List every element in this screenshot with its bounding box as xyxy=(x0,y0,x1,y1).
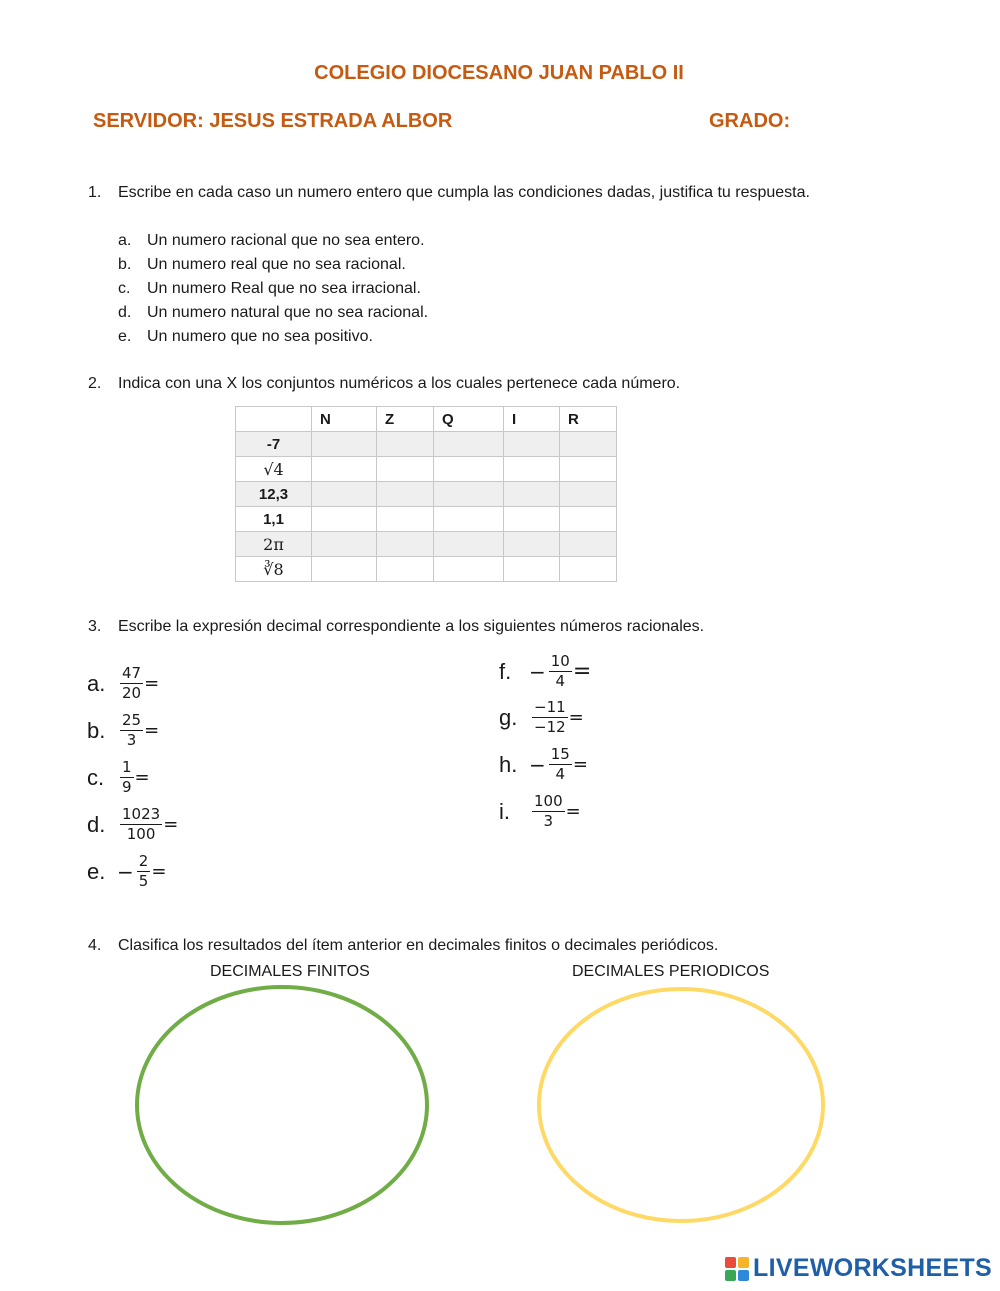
equals-sign: = xyxy=(134,767,150,788)
logo-mark-icon xyxy=(725,1257,749,1281)
fraction-item-g xyxy=(499,699,584,736)
numerator: 25 xyxy=(122,711,142,729)
answer-cell[interactable] xyxy=(504,532,560,557)
question-2 xyxy=(88,375,968,397)
liveworksheets-logo xyxy=(725,1254,992,1283)
answer-cell[interactable] xyxy=(377,432,434,457)
equals-sign: = xyxy=(151,861,167,882)
list-item xyxy=(118,256,618,278)
table-header-row xyxy=(236,407,617,432)
denominator: 9 xyxy=(122,778,132,796)
finite-decimals-label: DECIMALES FINITOS xyxy=(210,963,370,980)
list-item xyxy=(118,232,618,254)
denominator: 3 xyxy=(543,812,554,830)
equals-sign: = xyxy=(572,754,588,775)
minus-sign: − xyxy=(117,859,134,884)
equals-sign: = xyxy=(565,801,581,822)
answer-cell[interactable] xyxy=(560,557,617,582)
answer-cell[interactable] xyxy=(434,457,504,482)
fraction xyxy=(120,806,162,843)
question-text: Clasifica los resultados del ítem anterior en decimales finitos o decimales periódicos. xyxy=(118,937,719,954)
answer-cell[interactable] xyxy=(504,507,560,532)
question-1 xyxy=(88,184,968,206)
denominator: 100 xyxy=(126,825,156,843)
row-label: ∛8 xyxy=(236,557,312,582)
item-text: Un numero racional que no sea entero. xyxy=(147,232,425,249)
answer-cell[interactable] xyxy=(377,457,434,482)
item-text: Un numero natural que no sea racional. xyxy=(147,304,429,321)
denominator: 4 xyxy=(555,765,566,783)
fraction xyxy=(549,746,572,783)
answer-cell[interactable] xyxy=(377,482,434,507)
item-label: e. xyxy=(87,858,106,884)
numerator: 1 xyxy=(122,758,132,776)
item-label: d. xyxy=(87,811,106,837)
answer-cell[interactable] xyxy=(312,457,377,482)
denominator: 20 xyxy=(122,684,142,702)
column-header: Z xyxy=(377,407,434,432)
question-number: 2. xyxy=(88,375,102,392)
answer-cell[interactable] xyxy=(504,457,560,482)
answer-cell[interactable] xyxy=(504,557,560,582)
logo-wordmark: LIVEWORKSHEETS xyxy=(753,1254,992,1282)
row-label: 12,3 xyxy=(236,482,312,507)
column-header: R xyxy=(560,407,617,432)
answer-cell[interactable] xyxy=(560,432,617,457)
item-letter: a. xyxy=(118,232,132,249)
fraction-item-d xyxy=(87,806,178,843)
answer-cell[interactable] xyxy=(434,507,504,532)
equals-sign: = xyxy=(572,659,592,684)
item-label: g. xyxy=(499,704,518,730)
row-label: √4 xyxy=(236,457,312,482)
question-text: Escribe en cada caso un numero entero que cumpla las condiciones dadas, justifica tu respuesta. xyxy=(118,184,810,201)
fraction-item-h xyxy=(499,746,588,783)
table-row xyxy=(236,507,617,532)
answer-cell[interactable] xyxy=(560,482,617,507)
item-text: Un numero real que no sea racional. xyxy=(147,256,406,273)
fraction-item-c xyxy=(87,759,150,796)
item-label: b. xyxy=(87,717,106,743)
question-number: 1. xyxy=(88,184,102,201)
answer-cell[interactable] xyxy=(434,432,504,457)
equals-sign: = xyxy=(568,707,584,728)
item-label: h. xyxy=(499,751,518,777)
fraction-item-b xyxy=(87,712,159,749)
fraction-item-i xyxy=(499,793,581,830)
periodic-decimals-oval[interactable] xyxy=(539,989,823,1221)
fraction xyxy=(120,712,143,749)
denominator: 4 xyxy=(555,672,566,690)
numerator: −11 xyxy=(534,698,566,716)
fraction xyxy=(532,793,565,830)
school-title: COLEGIO DIOCESANO JUAN PABLO II xyxy=(314,62,684,84)
fraction xyxy=(137,853,151,890)
denominator: 3 xyxy=(126,731,137,749)
denominator: −12 xyxy=(534,718,566,736)
list-item xyxy=(118,328,618,350)
answer-cell[interactable] xyxy=(504,482,560,507)
answer-cell[interactable] xyxy=(312,532,377,557)
numerator: 100 xyxy=(534,792,563,810)
number-sets-table xyxy=(235,406,617,582)
denominator: 5 xyxy=(138,872,149,890)
numerator: 2 xyxy=(138,852,149,870)
table-row xyxy=(236,557,617,582)
row-label: -7 xyxy=(236,432,312,457)
answer-cell[interactable] xyxy=(560,457,617,482)
answer-cell[interactable] xyxy=(434,557,504,582)
item-letter: d. xyxy=(118,304,132,321)
question-number: 3. xyxy=(88,618,102,635)
list-item xyxy=(118,280,618,302)
question-3 xyxy=(88,618,968,640)
answer-cell[interactable] xyxy=(312,507,377,532)
question-number: 4. xyxy=(88,937,102,954)
list-item xyxy=(118,304,618,326)
numerator: 15 xyxy=(550,745,570,763)
column-header: I xyxy=(504,407,560,432)
column-header: N xyxy=(312,407,377,432)
q1-list xyxy=(118,232,618,352)
answer-cell[interactable] xyxy=(377,507,434,532)
numerator: 47 xyxy=(122,664,142,682)
item-letter: e. xyxy=(118,328,132,345)
numerator: 1023 xyxy=(122,805,161,823)
grade-label: GRADO: xyxy=(709,110,791,132)
question-4 xyxy=(88,937,968,959)
answer-cell[interactable] xyxy=(434,482,504,507)
equals-sign: = xyxy=(144,673,160,694)
equals-sign: = xyxy=(163,814,179,835)
answer-cell[interactable] xyxy=(312,432,377,457)
column-header: Q xyxy=(434,407,504,432)
answer-cell[interactable] xyxy=(312,557,377,582)
minus-sign: − xyxy=(529,752,546,777)
row-label: 1,1 xyxy=(236,507,312,532)
fraction xyxy=(532,699,568,736)
teacher-name: SERVIDOR: JESUS ESTRADA ALBOR xyxy=(93,110,453,132)
fraction xyxy=(120,665,143,702)
item-label: c. xyxy=(87,764,105,790)
item-label: f. xyxy=(499,658,512,684)
question-text: Indica con una X los conjuntos numéricos a los cuales pertenece cada número. xyxy=(118,375,681,392)
table-corner xyxy=(236,407,312,432)
table-row xyxy=(236,532,617,557)
periodic-decimals-label: DECIMALES PERIODICOS xyxy=(572,963,770,980)
table-row xyxy=(236,457,617,482)
table-row xyxy=(236,432,617,457)
fraction xyxy=(549,653,572,690)
item-letter: c. xyxy=(118,280,131,297)
answer-cell[interactable] xyxy=(560,532,617,557)
equals-sign: = xyxy=(144,720,160,741)
item-text: Un numero que no sea positivo. xyxy=(147,328,373,345)
numerator: 10 xyxy=(550,652,570,670)
answer-cell[interactable] xyxy=(560,507,617,532)
answer-cell[interactable] xyxy=(504,432,560,457)
item-letter: b. xyxy=(118,256,132,273)
finite-decimals-oval[interactable] xyxy=(137,987,427,1223)
item-label: i. xyxy=(499,798,510,824)
item-label: a. xyxy=(87,670,106,696)
answer-cell[interactable] xyxy=(434,532,504,557)
fraction xyxy=(120,759,134,796)
minus-sign: − xyxy=(529,659,546,684)
answer-cell[interactable] xyxy=(377,557,434,582)
item-text: Un numero Real que no sea irracional. xyxy=(147,280,421,297)
classification-ovals xyxy=(0,975,1000,1235)
answer-cell[interactable] xyxy=(377,532,434,557)
answer-cell[interactable] xyxy=(312,482,377,507)
fraction-item-a xyxy=(87,665,159,702)
table-row xyxy=(236,482,617,507)
row-label: 2π xyxy=(236,532,312,557)
fraction-item-e xyxy=(87,853,166,890)
fraction-item-f xyxy=(499,653,591,690)
question-text: Escribe la expresión decimal correspondiente a los siguientes números racionales. xyxy=(118,618,705,635)
